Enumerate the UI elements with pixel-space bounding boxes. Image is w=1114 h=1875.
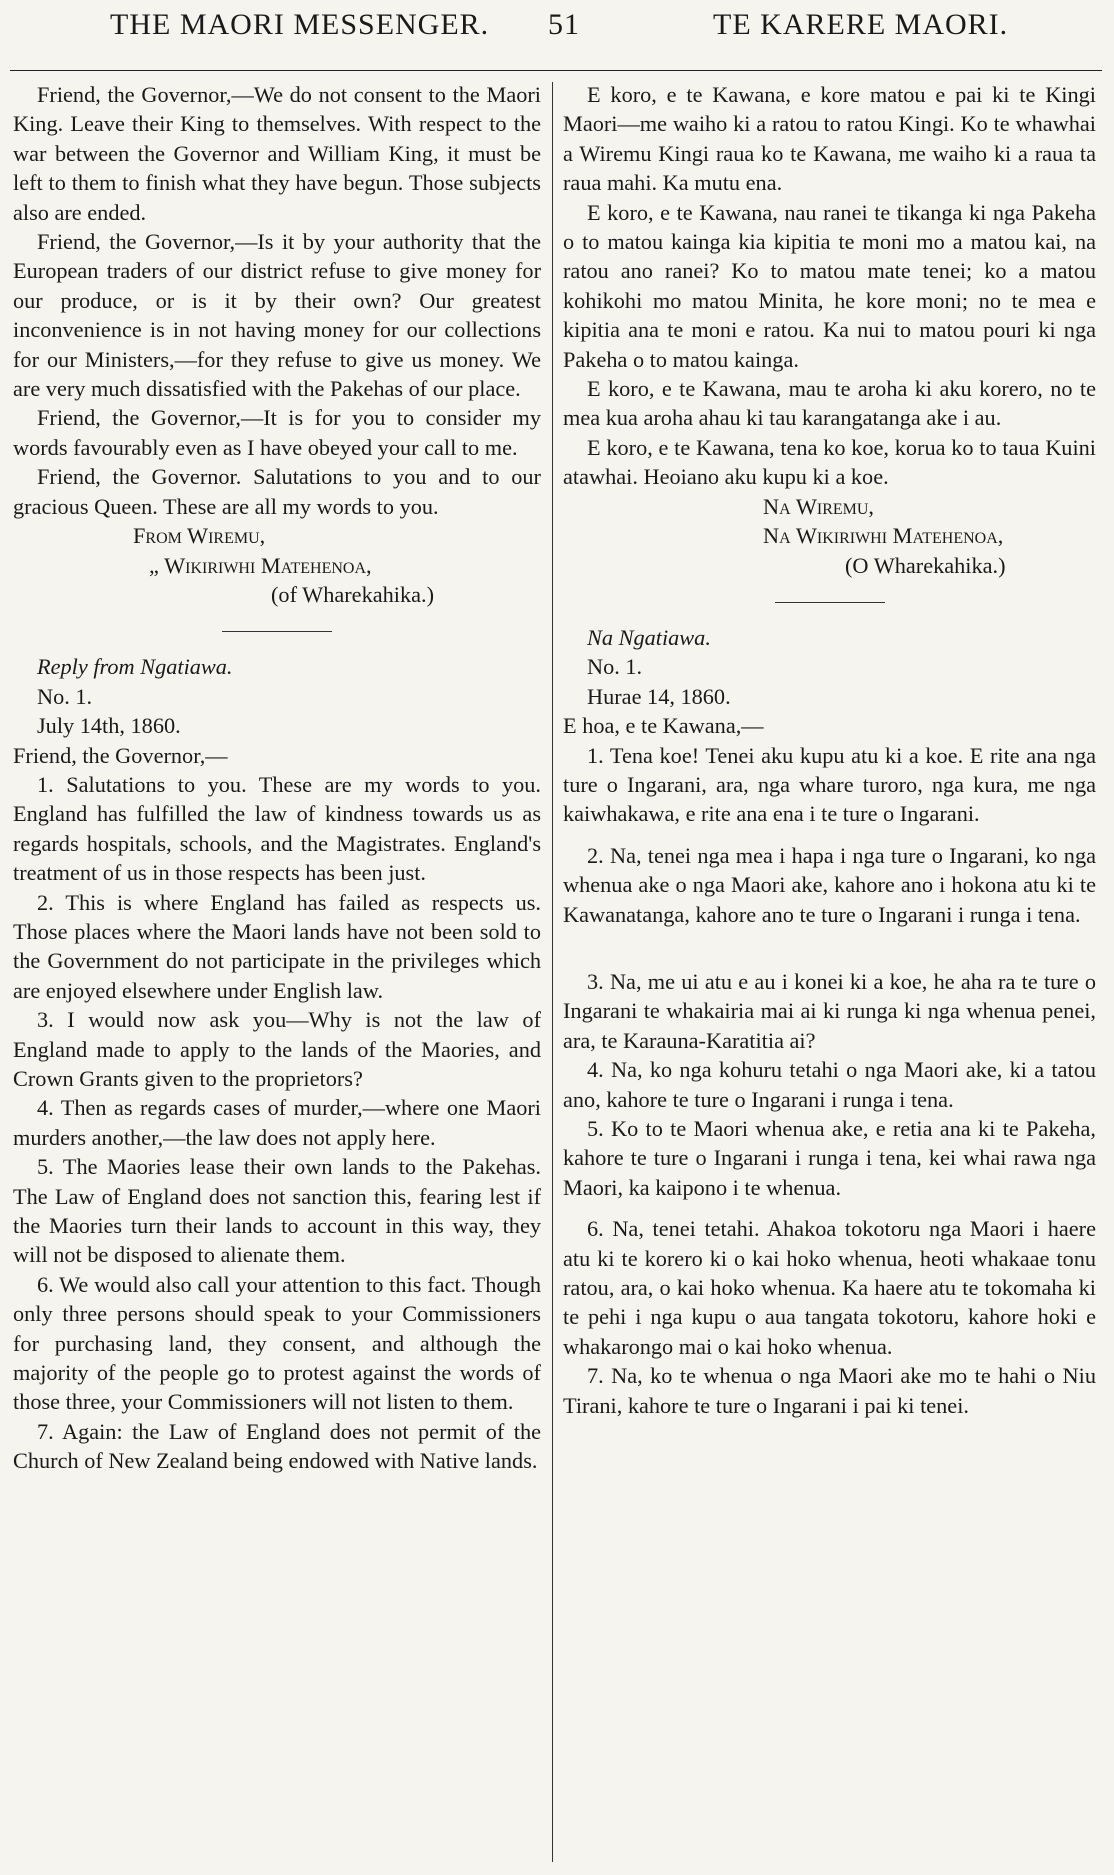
reply-date: July 14th, 1860.	[37, 713, 181, 739]
signature-from: Na Wiremu,	[763, 493, 875, 519]
numbered-item: 4. Then as regards cases of murder,—where one Maori murders another,—the law does not apply here.	[13, 1095, 541, 1150]
letter-paragraph: Friend, the Governor. Salutations to you and to our gracious Queen. These are all my words to you.	[13, 464, 541, 519]
maori-masthead: TE KARERE MAORI.	[713, 8, 1009, 41]
numbered-item: 4. Na, ko nga kohuru tetahi o nga Maori ake, ki a tatou ano, kahore te ture o Ingarani i runga i tena.	[563, 1057, 1096, 1112]
english-column	[13, 80, 541, 1870]
letter-paragraph: E koro, e te Kawana, nau ranei te tikanga ki nga Pakeha o to matou kainga kia kipitia te moni mo a matou kai, na ratou ano ranei? Ko to matou mate tenei; ko a matou kohikohi mo matou Minita, he kore moni; no te mea e kipitia ana te moni e ratou. Ka nui to matou pouri ki nga Pakeha o to matou kainga.	[563, 199, 1096, 372]
page-header	[0, 0, 1114, 60]
numbered-item: 6. Na, tenei tetahi. Ahakoa tokotoru nga Maori i haere atu ki te korero ki o kai hoko whenua, heoti whakaae tonu ratou, ara, o kai hoko whenua. Ka haere atu te tokomaha ki te pehi i nga kupu o aua tangata tokotoru, kahore hoki e whakarongo mai o kai hoko whenua.	[563, 1216, 1096, 1359]
signature-place: (O Wharekahika.)	[845, 552, 1006, 578]
letter-paragraph: Friend, the Governor,—It is for you to consider my words favourably even as I have obeyed your call to me.	[13, 405, 541, 460]
numbered-item: 7. Again: the Law of England does not permit of the Church of New Zealand being endowed with Native lands.	[13, 1418, 541, 1474]
salutation: E hoa, e te Kawana,—	[563, 713, 764, 739]
spacer	[563, 949, 1096, 967]
letter-paragraph: E koro, e te Kawana, tena ko koe, korua ko to taua Kuini atawhai. Heoiano aku kupu ki a koe.	[563, 434, 1096, 490]
header-rule	[10, 70, 1102, 71]
signature-block	[13, 521, 541, 609]
numbered-item: 1. Tena koe! Tenei aku kupu atu ki a koe. E rite ana nga ture o Ingarani, ara, nga whare turoro, nga kura, me nga kaiwhakawa, e rite ana ena i te ture o Ingarani.	[563, 742, 1096, 827]
letter-paragraph: Friend, the Governor,—We do not consent to the Maori King. Leave their King to themselves. With respect to the war between the Governor and William King, it must be left to them to finish what they have begun. Those subjects also are ended.	[13, 82, 541, 225]
numbered-item: 3. I would now ask you—Why is not the law of England made to apply to the lands of the Maories, and Crown Grants given to the proprietors?	[13, 1007, 541, 1091]
numbered-item: 5. Ko to te Maori whenua ake, e retia ana ki te Pakeha, kahore te ture o Ingarani i runga i tena, kei whai rawa nga Maori, ka kaipono i te whenua.	[563, 1116, 1096, 1200]
reply-number: No. 1.	[37, 683, 93, 709]
numbered-item: 1. Salutations to you. These are my words to you. England has fulfilled the law of kindness towards us as regards hospitals, schools, and the Magistrates. England's treatment of us in those respects has been just.	[13, 771, 541, 886]
letter-paragraph: E koro, e te Kawana, e kore matou e pai ki te Kingi Maori—me waiho ki a ratou to ratou Kingi. Ko te whawhai a Wiremu Kingi raua ko te Kawana, me waiho ki a raua ta raua mahi. Ka mutu ena.	[563, 82, 1096, 196]
reply-title: Reply from Ngatiawa.	[37, 654, 233, 680]
numbered-item: 5. The Maories lease their own lands to the Pakehas. The Law of England does not sanction this, fearing lest if the Maories turn their lands to account in this way, they will not be disposed to alienate them.	[13, 1154, 541, 1268]
numbered-item: 7. Na, ko te whenua o nga Maori ake mo te hahi o Niu Tirani, kahore te ture o Ingarani i pai ki tenei.	[563, 1363, 1096, 1418]
letter-paragraph: E koro, e te Kawana, mau te aroha ki aku korero, no te mea kua aroha ahau ki tau karangatanga ake i au.	[563, 376, 1096, 431]
numbered-item: 3. Na, me ui atu e au i konei ki a koe, he aha ra te ture o Ingarani te whakairia mai ai ki runga ki nga whenua penei, ara, te Karauna-Karatitia ai?	[563, 968, 1096, 1053]
signature-from: From Wiremu,	[133, 523, 266, 549]
page-number: 51	[548, 8, 580, 41]
reply-title: Na Ngatiawa.	[587, 624, 711, 650]
section-rule	[222, 631, 332, 632]
english-masthead: THE MAORI MESSENGER.	[110, 8, 490, 41]
numbered-item: 2. This is where England has failed as respects us. Those places where the Maori lands have not been sold to the Government do not participate in the privileges which are enjoyed elsewhere under English law.	[13, 889, 541, 1003]
maori-column	[563, 80, 1096, 1870]
letter-paragraph: Friend, the Governor,—Is it by your authority that the European traders of our district refuse to give money for our produce, or is it by their own? Our greatest inconvenience is in not having money for our collections for our Ministers,—for they refuse to give us money. We are very much dissatisfied with the Pakehas of our place.	[13, 229, 541, 402]
signature-place: (of Wharekahika.)	[271, 581, 435, 607]
signature-name: Na Wikiriwhi Matehenoa,	[763, 523, 1004, 549]
reply-date: Hurae 14, 1860.	[587, 683, 731, 709]
reply-number: No. 1.	[587, 654, 643, 680]
section-rule	[775, 602, 885, 603]
signature-name: „ Wikiriwhi Matehenoa,	[149, 552, 372, 578]
numbered-item: 2. Na, tenei nga mea i hapa i nga ture o Ingarani, ko nga whenua ake o nga Maori ake, kahore ano i hokona atu ki te Kawanatanga, kahore ano te ture o Ingarani i runga i tena.	[563, 842, 1096, 927]
column-divider	[552, 82, 553, 1862]
signature-block	[563, 492, 1096, 580]
numbered-item: 6. We would also call your attention to this fact. Though only three persons should speak to your Commissioners for purchasing land, they consent, and although the majority of the people go to protest against the words of those three, your Commissioners will not listen to them.	[13, 1271, 541, 1415]
salutation: Friend, the Governor,—	[13, 742, 228, 768]
